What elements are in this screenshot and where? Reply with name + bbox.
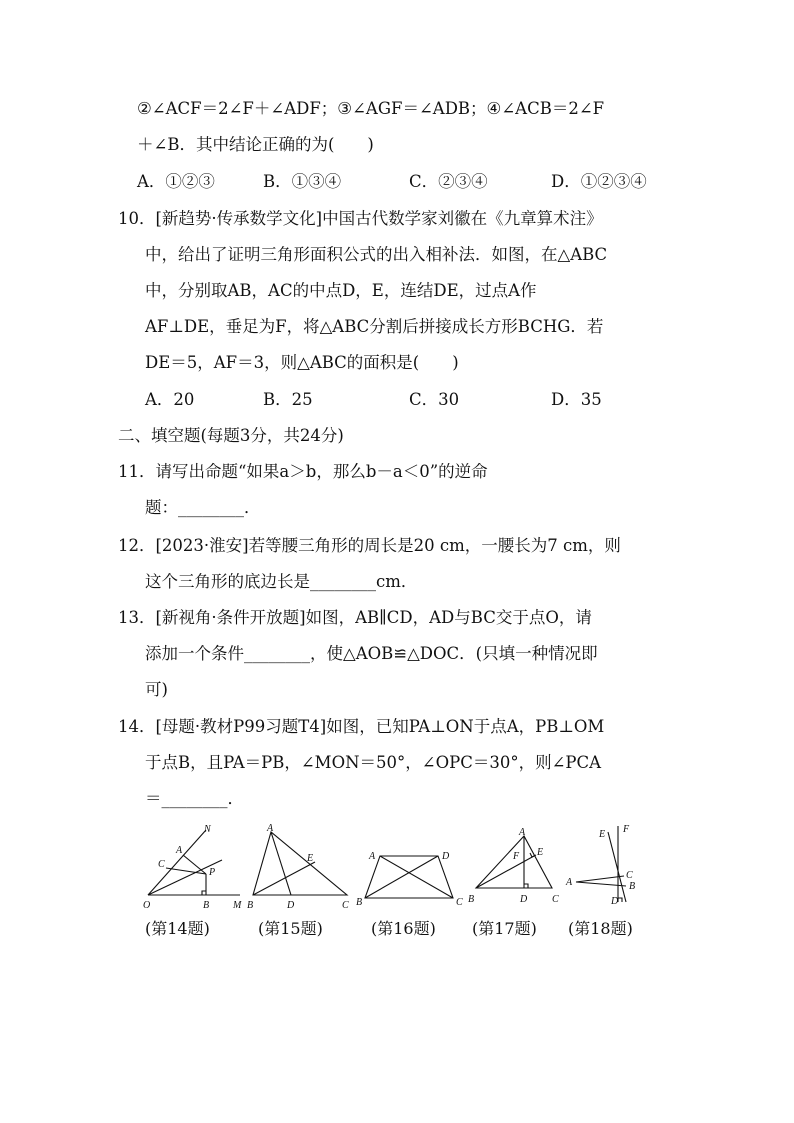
caption-figure-16: (第16题) — [371, 919, 436, 938]
fig18-label-d: D — [611, 896, 619, 907]
q10-option-c: C．30 — [409, 390, 460, 409]
fig18-label-c: C — [626, 870, 633, 881]
figure-16 — [355, 822, 465, 912]
caption-figure-14: (第14题) — [145, 919, 210, 938]
q12-line2: 这个三角形的底边长是________cm． — [145, 572, 418, 591]
fig16-label-a: A — [369, 851, 376, 862]
q13-line2: 添加一个条件________，使△AOB≌△DOC．(只填一种情况即 — [145, 644, 598, 663]
fig18-label-b: B — [629, 881, 636, 892]
figure-15 — [247, 822, 357, 912]
q9-option-a: A．①②③ — [137, 172, 215, 191]
fig15-label-b: B — [247, 900, 254, 911]
q13-line3: 可) — [145, 680, 168, 699]
fig17-right-angle-d — [524, 884, 528, 888]
q10-line1: 10．[新趋势·传承数学文化]中国古代数学家刘徽在《九章算术注》 — [118, 209, 603, 228]
fig17-triangle-abc — [476, 836, 552, 888]
fig15-label-c: C — [342, 900, 349, 911]
fig16-label-b: B — [356, 897, 363, 908]
fig18-label-f: F — [623, 824, 630, 835]
figure-14 — [140, 822, 250, 912]
fig15-triangle-abc — [253, 832, 347, 895]
fig17-label-d: D — [520, 894, 528, 905]
caption-figure-17: (第17题) — [472, 919, 537, 938]
q11-line1: 11．请写出命题“如果a＞b，那么b－a＜0”的逆命 — [118, 462, 488, 481]
figure-18 — [562, 822, 652, 912]
fig15-label-e: E — [307, 853, 314, 864]
q9-option-c: C．②③④ — [409, 172, 488, 191]
fig15-segment-ad — [271, 832, 291, 895]
fig17-label-c: C — [552, 894, 559, 905]
fig18-label-a: A — [566, 877, 573, 888]
q14-line1: 14．[母题·教材P99习题T4]如图，已知PA⊥ON于点A，PB⊥OM — [118, 717, 605, 736]
q9-line1: ②∠ACF＝2∠F＋∠ADF；③∠AGF＝∠ADB；④∠ACB＝2∠F — [137, 99, 605, 118]
fig14-right-angle-b — [202, 891, 206, 895]
q10-option-a: A．20 — [145, 390, 195, 409]
fig18-right-angle-d — [618, 898, 622, 902]
fig15-label-d: D — [287, 900, 295, 911]
fig18-label-e: E — [599, 829, 606, 840]
fig14-label-c: C — [158, 859, 165, 870]
q9-line2: ＋∠B．其中结论正确的为( ) — [137, 135, 374, 154]
fig14-label-a: A — [176, 845, 183, 856]
fig18-segment-eb — [608, 832, 626, 902]
q10-line4: AF⊥DE，垂足为F，将△ABC分割后拼接成长方形BCHG．若 — [145, 317, 604, 336]
caption-figure-18: (第18题) — [568, 919, 633, 938]
fig16-label-d: D — [442, 851, 450, 862]
fig14-label-p: P — [209, 867, 216, 878]
q10-line3: 中，分别取AB，AC的中点D，E，连结DE，过点A作 — [145, 281, 537, 300]
fig16-diagonal-db — [365, 856, 438, 898]
q10-line2: 中，给出了证明三角形面积公式的出入相补法．如图，在△ABC — [145, 245, 608, 264]
fig16-label-c: C — [456, 897, 463, 908]
q13-line1: 13．[新视角·条件开放题]如图，AB∥CD，AD与BC交于点O，请 — [118, 608, 592, 627]
fig15-segment-be — [253, 862, 315, 895]
figure-17 — [466, 822, 576, 912]
section-heading-fill-blank: 二、填空题(每题3分，共24分) — [118, 426, 344, 445]
fig17-segment-be — [476, 856, 534, 888]
fig18-segment-ac — [576, 876, 624, 882]
q14-line3: ＝________． — [145, 789, 244, 808]
fig14-label-o: O — [143, 900, 151, 911]
q9-option-d: D．①②③④ — [551, 172, 647, 191]
fig17-label-f: F — [513, 851, 520, 862]
fig14-label-b: B — [203, 900, 210, 911]
fig16-diagonal-ac — [380, 856, 453, 898]
q9-option-b: B．①③④ — [263, 172, 342, 191]
q10-line5: DE＝5，AF＝3，则△ABC的面积是( ) — [145, 353, 459, 372]
fig14-label-n: N — [204, 824, 211, 835]
q14-line2: 于点B，且PA＝PB，∠MON＝50°，∠OPC＝30°，则∠PCA — [145, 753, 602, 772]
fig17-label-e: E — [537, 847, 544, 858]
q12-line1: 12．[2023·淮安]若等腰三角形的周长是20 cm，一腰长为7 cm，则 — [118, 536, 621, 555]
fig17-label-b: B — [468, 894, 475, 905]
fig14-label-m: M — [233, 900, 242, 911]
q10-option-d: D．35 — [551, 390, 602, 409]
fig16-trapezoid-adcb — [365, 856, 453, 898]
caption-figure-15: (第15题) — [258, 919, 323, 938]
fig15-label-a: A — [267, 823, 274, 834]
fig14-ray-on — [148, 830, 206, 895]
q10-option-b: B．25 — [263, 390, 313, 409]
fig17-label-a: A — [519, 827, 526, 838]
q11-line2: 题：________． — [145, 498, 261, 517]
